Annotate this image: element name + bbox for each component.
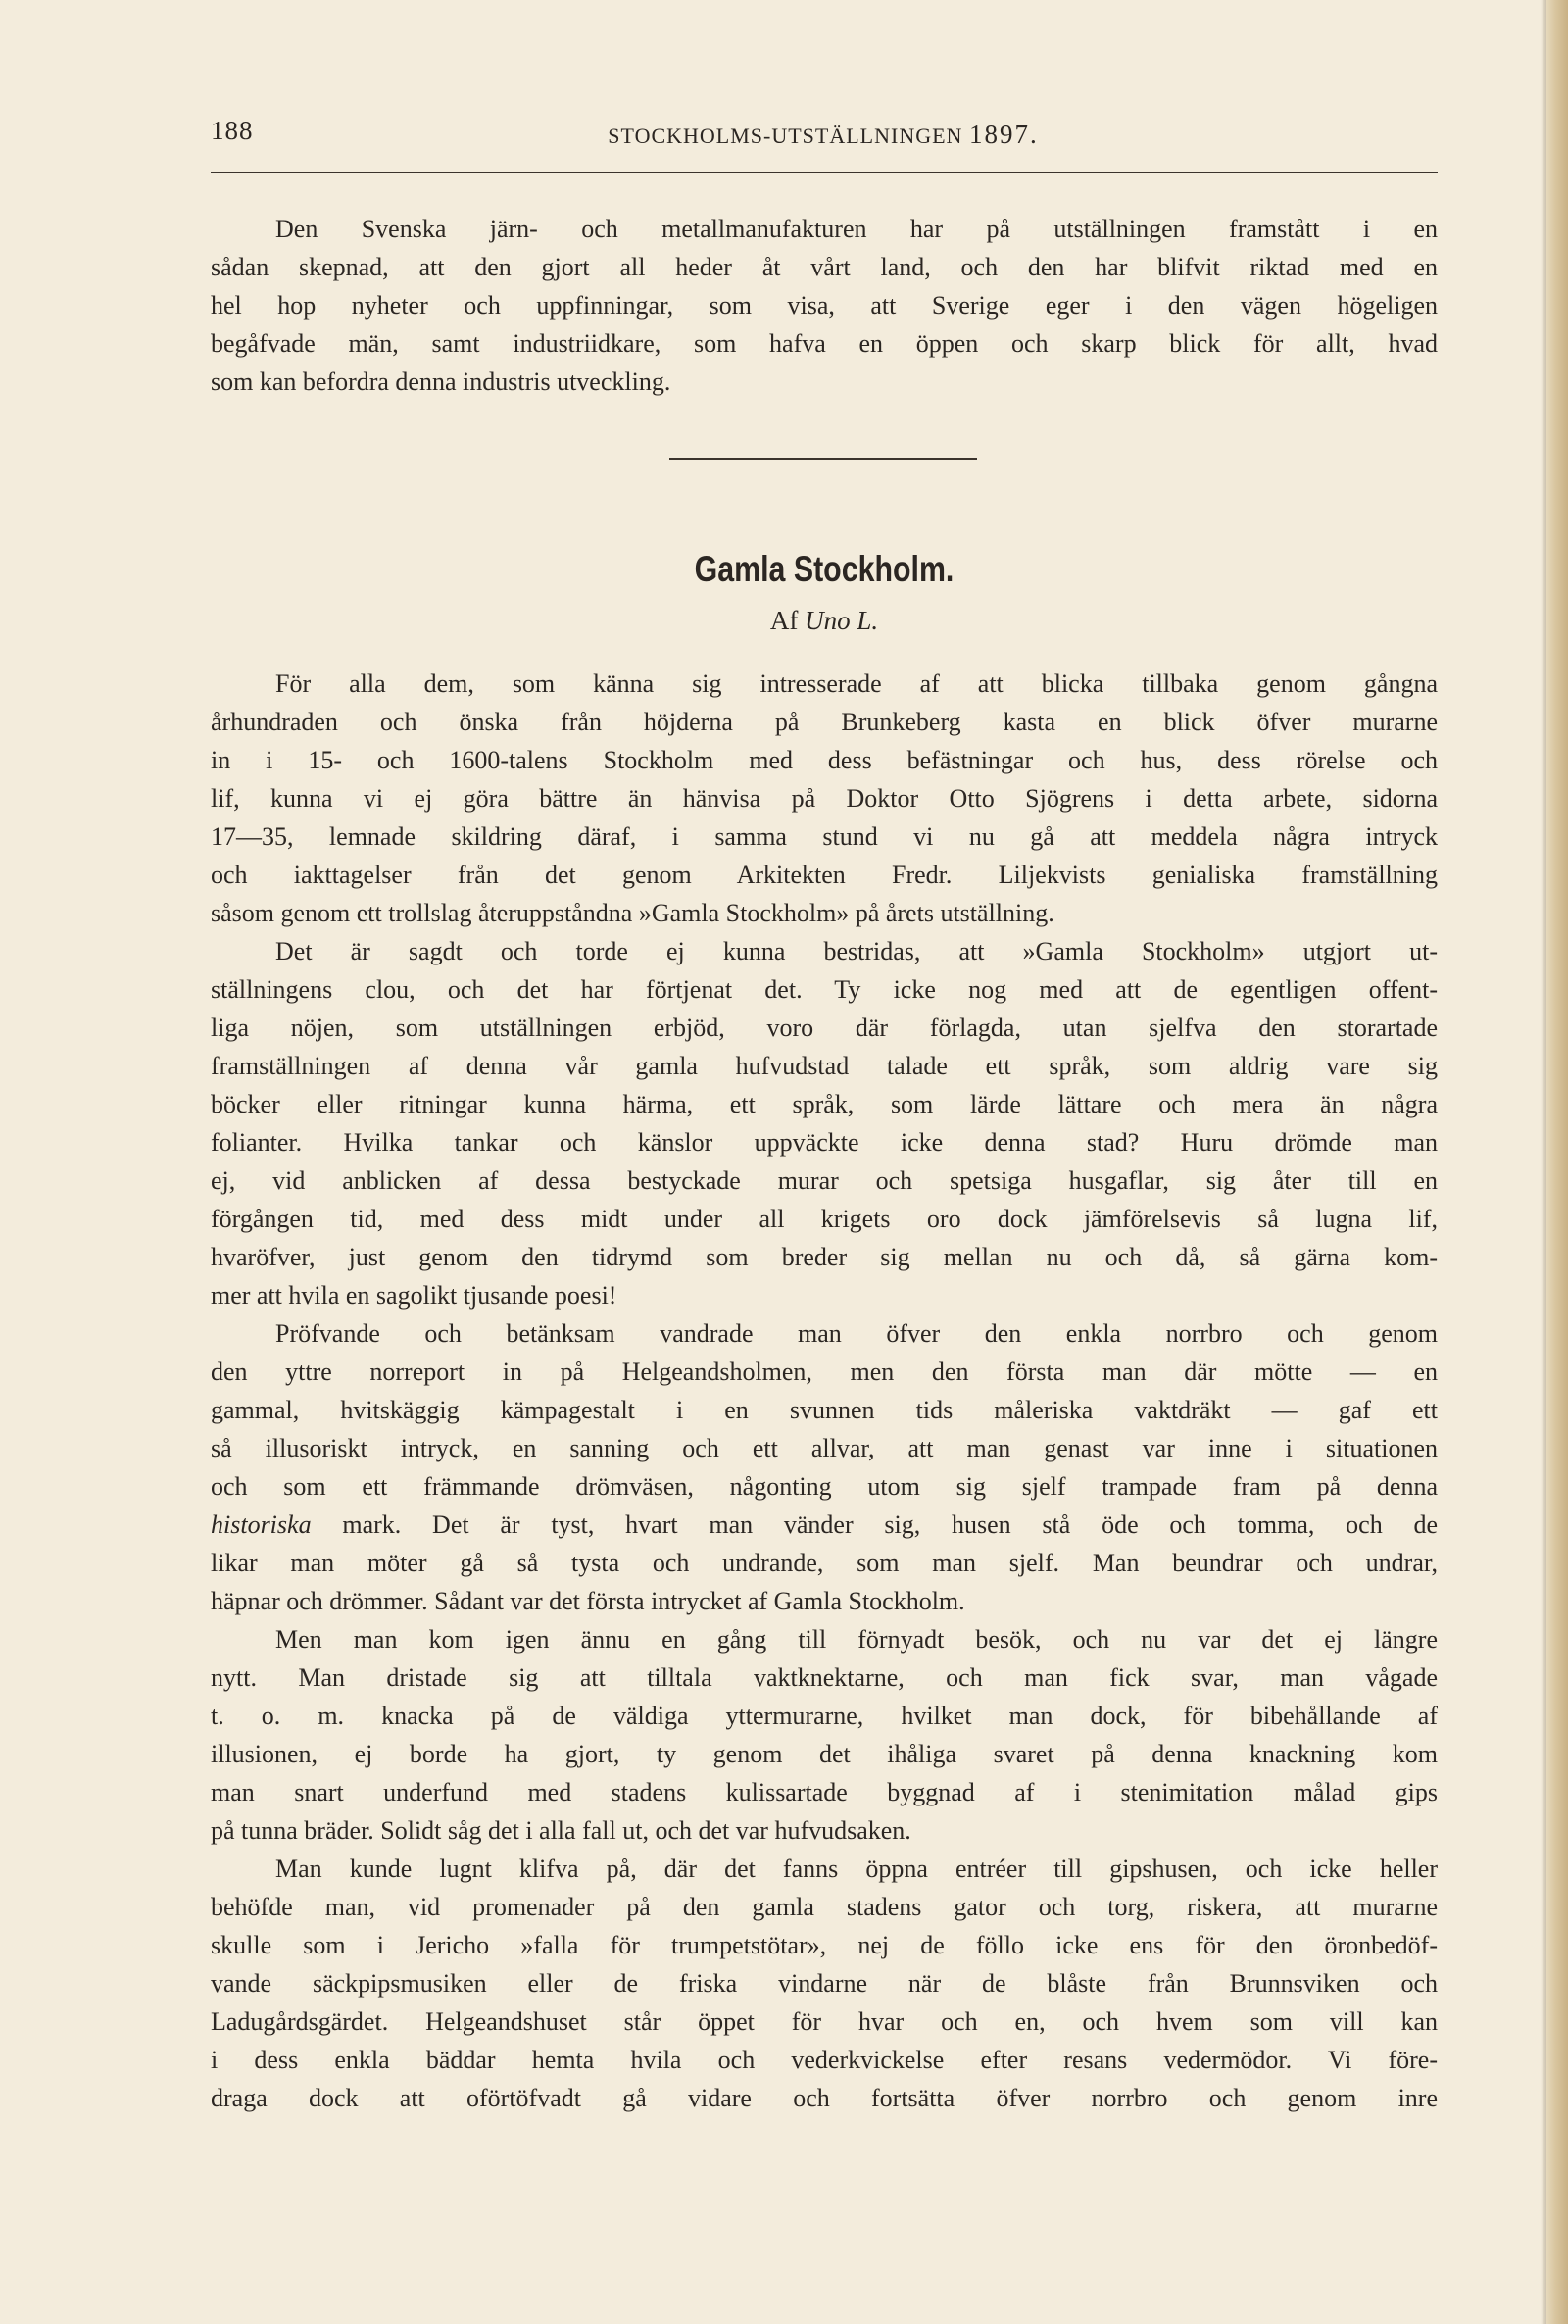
text-line: såsom genom ett trollslag återuppståndna »Gamla Stockholm» på årets utställning. (211, 899, 1054, 927)
text-line: och som ett främmande drömväsen, någonting utom sig sjelf trampade fram på denna (211, 1472, 1438, 1501)
text-line: Det är sagdt och torde ej kunna bestridas, att »Gamla Stockholm» utgjort ut- (275, 937, 1438, 965)
text-line: liga nöjen, som utställningen erbjöd, voro där förlagda, utan sjelfva den storartade (211, 1014, 1438, 1042)
text-line: förgången tid, med dess midt under all krigets oro dock jämförelsevis så lugna lif, (211, 1205, 1438, 1233)
text-line: Ladugårdsgärdet. Helgeandshuset står öppet för hvar och en, och hvem som vill kan (211, 2007, 1438, 2036)
text-line: framställningen af denna vår gamla hufvudstad talade ett språk, som aldrig vare sig (211, 1052, 1438, 1080)
text-line: likar man möter gå så tysta och undrande, som man sjelf. Man beundrar och undrar, (211, 1549, 1438, 1577)
article-byline (211, 606, 1438, 636)
text-line: illusionen, ej borde ha gjort, ty genom det ihåliga svaret på denna knackning kom (211, 1740, 1438, 1768)
page-header (211, 116, 1436, 161)
text-line: och iakttagelser från det genom Arkitekten Fredr. Liljekvists genialiska framställning (211, 861, 1438, 889)
running-title-year: 1897. (968, 120, 1039, 149)
running-title (211, 120, 1436, 150)
text-line: vande säckpipsmusiken eller de friska vindarne när de blåste från Brunnsviken och (211, 1969, 1438, 1998)
italic-word: historiska (211, 1510, 312, 1539)
text-line: hel hop nyheter och uppfinningar, som visa, att Sverige eger i den vägen högeligen (211, 291, 1438, 320)
text-line: Men man kom igen ännu en gång till förnyadt besök, och nu var det ej längre (275, 1625, 1438, 1654)
text-line: nytt. Man dristade sig att tilltala vaktknektarne, och man fick svar, man vågade (211, 1663, 1438, 1692)
article-title: Gamla Stockholm. (694, 549, 955, 589)
text-line: så illusoriskt intryck, en sanning och ett allvar, att man genast var inne i situationen (211, 1434, 1438, 1462)
text-line: århundraden och önska från höjderna på Brunkeberg kasta en blick öfver murarne (211, 708, 1438, 736)
text-line: lif, kunna vi ej göra bättre än hänvisa på Doktor Otto Sjögrens i detta arbete, sidorna (211, 784, 1438, 813)
text-line: böcker eller ritningar kunna härma, ett språk, som lärde lättare och mera än några (211, 1090, 1438, 1118)
text-line: ej, vid anblicken af dessa bestyckade murar och spetsiga husgaflar, sig åter till en (211, 1166, 1438, 1195)
text-line: t. o. m. knacka på de väldiga yttermurarne, hvilket man dock, för bibehållande af (211, 1702, 1438, 1730)
text-line: sådan skepnad, att den gjort all heder åt vårt land, och den har blifvit riktad med en (211, 253, 1438, 281)
text-line: i dess enkla bäddar hemta hvila och vederkvickelse efter resans vedermödor. Vi före- (211, 2046, 1438, 2074)
text-line: För alla dem, som känna sig intresserade af att blicka tillbaka genom gångna (275, 669, 1438, 698)
text-line-mixed (211, 1506, 1438, 1544)
text-line: behöfde man, vid promenader på den gamla stadens gator och torg, riskera, att murarne (211, 1893, 1438, 1921)
text-line: ställningens clou, och det har förtjenat det. Ty icke nog med att de egentligen offent- (211, 975, 1438, 1004)
text-line: hvaröfver, just genom den tidrymd som breder sig mellan nu och då, så gärna kom- (211, 1243, 1438, 1271)
page-edge (1546, 0, 1568, 2324)
text-line: Pröfvande och betänksam vandrade man öfver den enkla norrbro och genom (275, 1319, 1438, 1348)
text-line: Man kunde lugnt klifva på, där det fanns öppna entréer till gipshusen, och icke heller (275, 1854, 1438, 1883)
byline-author: Uno L. (805, 606, 879, 635)
header-rule (211, 172, 1438, 173)
text-line: på tunna bräder. Solidt såg det i alla fall ut, och det var hufvudsaken. (211, 1816, 911, 1845)
text-line: folianter. Hvilka tankar och känslor uppväckte icke denna stad? Huru drömde man (211, 1128, 1438, 1157)
running-title-text: STOCKHOLMS-UTSTÄLLNINGEN (608, 124, 963, 148)
intro-paragraph (211, 210, 1438, 401)
text-line: gammal, hvitskäggig kämpagestalt i en svunnen tids måleriska vaktdräkt — gaf ett (211, 1396, 1438, 1424)
text-line: in i 15- och 1600-talens Stockholm med dess befästningar och hus, dess rörelse och (211, 746, 1438, 774)
text-line: skulle som i Jericho »falla för trumpetstötar», nej de föllo icke ens för den öronbedöf- (211, 1931, 1438, 1959)
byline-prefix: Af (769, 606, 799, 635)
section-divider (669, 458, 977, 460)
page-number: 188 (211, 116, 254, 145)
text-line: 17—35, lemnade skildring däraf, i samma stund vi nu gå att meddela några intryck (211, 822, 1438, 851)
text-line: mer att hvila en sagolikt tjusande poesi! (211, 1281, 617, 1310)
text-line: man snart underfund med stadens kulissartade byggnad af i stenimitation målad gips (211, 1778, 1438, 1806)
text-line: draga dock att oförtöfvadt gå vidare och fortsätta öfver norrbro och genom inre (211, 2084, 1438, 2112)
text-line: begåfvade män, samt industriidkare, som hafva en öppen och skarp blick för allt, hvad (211, 329, 1438, 358)
article-body (211, 665, 1438, 2117)
text-line-rest: mark. Det är tyst, hvart man vänder sig, husen stå öde och tomma, och de (342, 1510, 1438, 1539)
text-line: den yttre norreport in på Helgeandsholmen, men den första man där mötte — en (211, 1358, 1438, 1386)
text-line: Den Svenska järn- och metallmanufakturen har på utställningen framstått i en (275, 215, 1438, 243)
text-line: häpnar och drömmer. Sådant var det första intrycket af Gamla Stockholm. (211, 1587, 965, 1615)
text-line: som kan befordra denna industris utveckling. (211, 368, 671, 396)
